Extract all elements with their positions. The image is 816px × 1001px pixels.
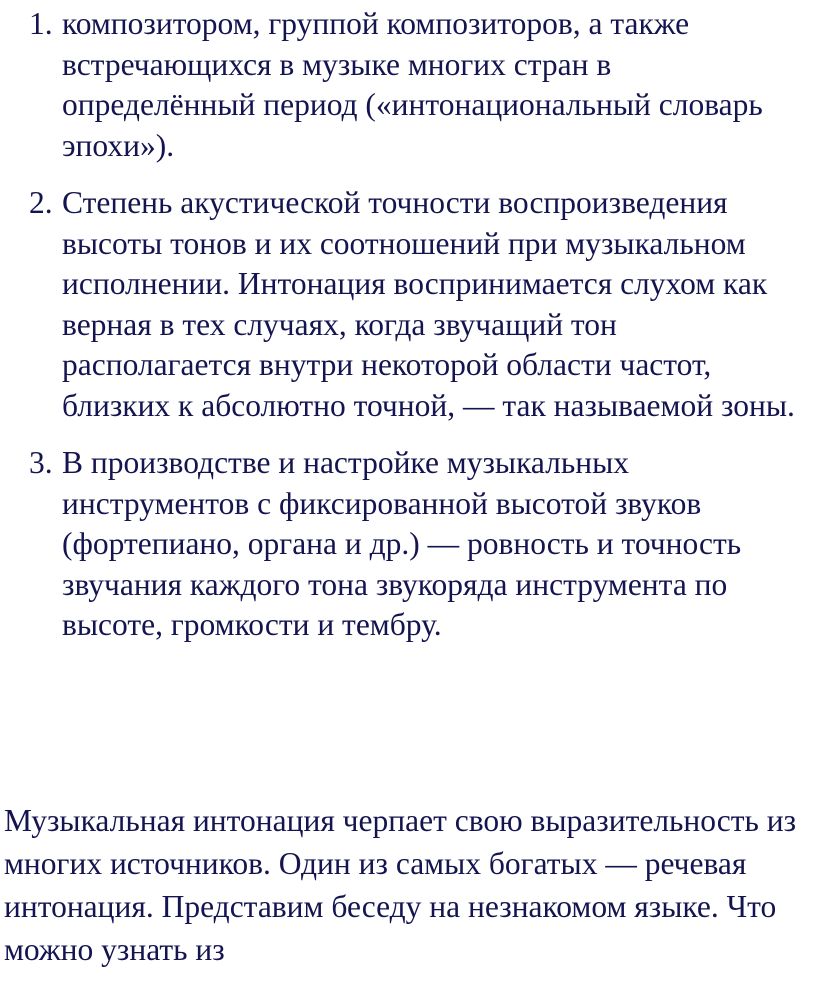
list-item bbox=[0, 4, 816, 166]
list-item bbox=[0, 183, 816, 426]
list-item-number: 2. bbox=[29, 185, 53, 220]
list-item-text: В производстве и настройке музыкальных инструментов с фиксированной высотой звуков (фортепиано, органа и др.) — ровность и точность звучания каждого тона звукоряда инструмента по высоте, громкости и тембру. bbox=[62, 445, 742, 642]
list-item-number: 1. bbox=[29, 6, 53, 41]
body-paragraph: Музыкальная интонация черпает свою выразительность из многих источников. Один из самых богатых — речевая интонация. Представим беседу на незнакомом языке. Что можно узнать из bbox=[4, 803, 797, 967]
numbered-list bbox=[0, 4, 816, 663]
list-item-text: композитором, группой композиторов, а также встречающихся в музыке многих стран в определённый период («интонациональный словарь эпохи»). bbox=[62, 6, 763, 163]
list-item-number: 3. bbox=[29, 445, 53, 480]
list-item-text: Степень акустической точности воспроизведения высоты тонов и их соотношений при музыкальном исполнении. Интонация воспринимается слухом как верная в тех случаях, когда звучащий тон располагается внутри некоторой области частот, близких к абсолютно точной, — так называемой зоны. bbox=[62, 185, 795, 423]
list-item bbox=[0, 443, 816, 646]
